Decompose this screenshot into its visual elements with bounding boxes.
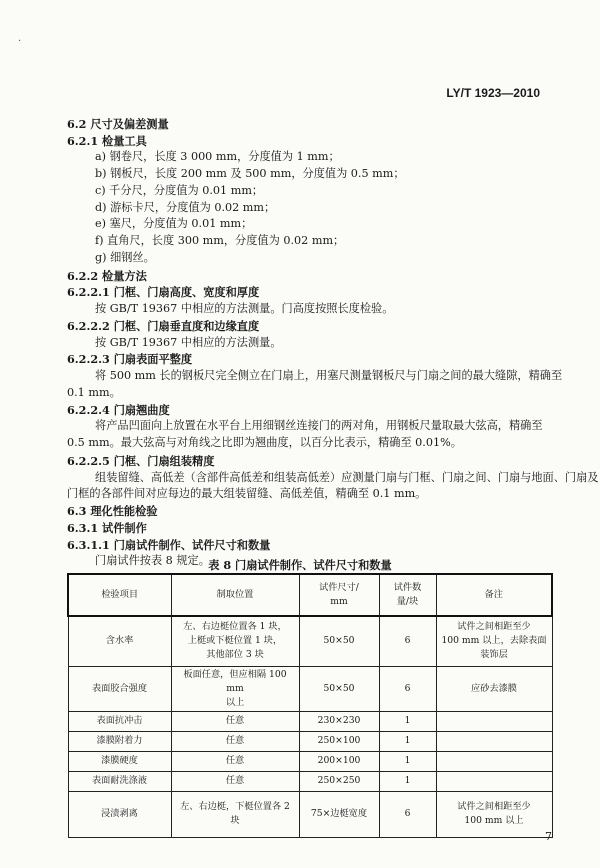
table-cell: 1 [379, 771, 436, 791]
table-cell [436, 711, 552, 731]
standard-code: LY/T 1923—2010 [446, 86, 540, 100]
table-cell: 任意 [171, 731, 299, 751]
table-cell: 应砂去漆膜 [436, 666, 552, 711]
table-cell: 230×230 [299, 711, 379, 731]
table-row [68, 616, 552, 666]
table-cell: 250×100 [299, 731, 379, 751]
paragraph-line: e) 塞尺，分度值为 0.01 mm； [95, 217, 253, 231]
table-cell: 板面任意，但应相隔 100 mm 以上 [171, 666, 299, 711]
table-cell: 1 [379, 731, 436, 751]
table-cell: 任意 [171, 711, 299, 731]
paragraph-line: d) 游标卡尺，分度值为 0.02 mm； [95, 200, 276, 214]
table-header-cell: 检验项目 [68, 574, 171, 616]
table-cell: 漆膜附着力 [68, 731, 171, 751]
table-cell: 浸渍剥离 [68, 791, 171, 837]
page-number: 7 [545, 830, 552, 843]
table-header-cell: 制取位置 [171, 574, 299, 616]
section-heading: 6.2.2 检量方法 [67, 268, 147, 283]
table-caption: 表 8 门扇试件制作、试件尺寸和数量 [208, 558, 392, 572]
table-cell: 1 [379, 711, 436, 731]
section-heading: 6.3.1.1 门扇试件制作、试件尺寸和数量 [67, 537, 271, 552]
table-cell: 表面耐洗涤液 [68, 771, 171, 791]
section-heading: 6.2.2.5 门框、门扇组装精度 [67, 453, 215, 468]
paragraph-line: 门扇试件按表 8 规定。 [95, 554, 210, 568]
table-row [68, 771, 552, 791]
table-cell [436, 771, 552, 791]
table-cell [436, 731, 552, 751]
table-cell: 1 [379, 751, 436, 771]
table-header-row [68, 574, 552, 616]
section-heading: 6.2.2.4 门扇翘曲度 [67, 402, 170, 417]
paragraph-line: 0.1 mm。 [67, 385, 121, 399]
table-cell: 含水率 [68, 616, 171, 666]
table-header-cell: 备注 [436, 574, 552, 616]
scan-speck: · [18, 36, 22, 47]
table-row [68, 666, 552, 711]
paragraph-line: 门框的各部件间对应每边的最大组装留缝、高低差值，精确至 0.1 mm。 [67, 487, 427, 501]
table-cell: 6 [379, 666, 436, 711]
table-cell: 试件之间相距至少 100 mm 以上，去除表面 装饰层 [436, 616, 552, 666]
table-cell: 任意 [171, 751, 299, 771]
table-cell: 250×250 [299, 771, 379, 791]
table-row [68, 731, 552, 751]
table-cell: 漆膜硬度 [68, 751, 171, 771]
paragraph-line: 将产品凹面向上放置在水平台上用细钢丝连接门的两对角，用钢板尺量取最大弦高，精确至 [95, 419, 543, 433]
section-heading: 6.2.2.1 门框、门扇高度、宽度和厚度 [67, 285, 260, 300]
paragraph-line: 按 GB/T 19367 中相应的方法测量。 [95, 335, 282, 349]
table-cell: 75×边梃宽度 [299, 791, 379, 837]
paragraph-line: g) 细钢丝。 [95, 250, 155, 264]
paragraph-line: a) 钢卷尺，长度 3 000 mm，分度值为 1 mm； [95, 150, 340, 164]
table-cell: 任意 [171, 771, 299, 791]
table-row [68, 751, 552, 771]
table-cell: 6 [379, 616, 436, 666]
section-heading: 6.2.2.2 门框、门扇垂直度和边缘直度 [67, 318, 260, 333]
section-heading: 6.3 理化性能检验 [67, 504, 158, 519]
table-cell: 试件之间相距至少 100 mm 以上 [436, 791, 552, 837]
section-heading: 6.2.1 检量工具 [67, 133, 147, 148]
paragraph-line: 按 GB/T 19367 中相应的方法测量。门高度按照长度检验。 [95, 302, 394, 316]
table-row [68, 791, 552, 837]
table-cell: 50×50 [299, 666, 379, 711]
paragraph-line: 将 500 mm 长的钢板尺完全侧立在门扇上，用塞尺测量钢板尺与门扇之间的最大缝隙，精确至 [95, 369, 563, 383]
paragraph-line: c) 千分尺，分度值为 0.01 mm； [95, 183, 264, 197]
table-header-cell: 试件数 量/块 [379, 574, 436, 616]
table-header-cell: 试件尺寸/ mm [299, 574, 379, 616]
table-cell: 表面胶合强度 [68, 666, 171, 711]
section-heading: 6.2 尺寸及偏差测量 [67, 117, 169, 131]
paragraph-line: 0.5 mm。最大弦高与对角线之比即为翘曲度，以百分比表示，精确至 0.01%。 [67, 436, 462, 450]
paragraph-line: b) 钢板尺，长度 200 mm 及 500 mm，分度值为 0.5 mm； [95, 167, 405, 181]
table-cell: 200×100 [299, 751, 379, 771]
specimen-table [67, 573, 553, 838]
section-heading: 6.2.2.3 门扇表面平整度 [67, 352, 193, 367]
table-cell: 6 [379, 791, 436, 837]
table-cell: 左、右边梃位置各 1 块， 上梃或下梃位置 1 块， 其他部位 3 块 [171, 616, 299, 666]
table-row [68, 711, 552, 731]
table-cell [436, 751, 552, 771]
paragraph-line: f) 直角尺，长度 300 mm，分度值为 0.02 mm； [95, 234, 345, 248]
section-heading: 6.3.1 试件制作 [67, 520, 147, 535]
table-cell: 表面抗冲击 [68, 711, 171, 731]
table-cell: 左、右边梃，下梃位置各 2 块 [171, 791, 299, 837]
table-cell: 50×50 [299, 616, 379, 666]
paragraph-line: 组装留缝、高低差（含部件高低差和组装高低差）应测量门扇与门框、门扇之间、门扇与地面、门扇及 [95, 470, 599, 484]
